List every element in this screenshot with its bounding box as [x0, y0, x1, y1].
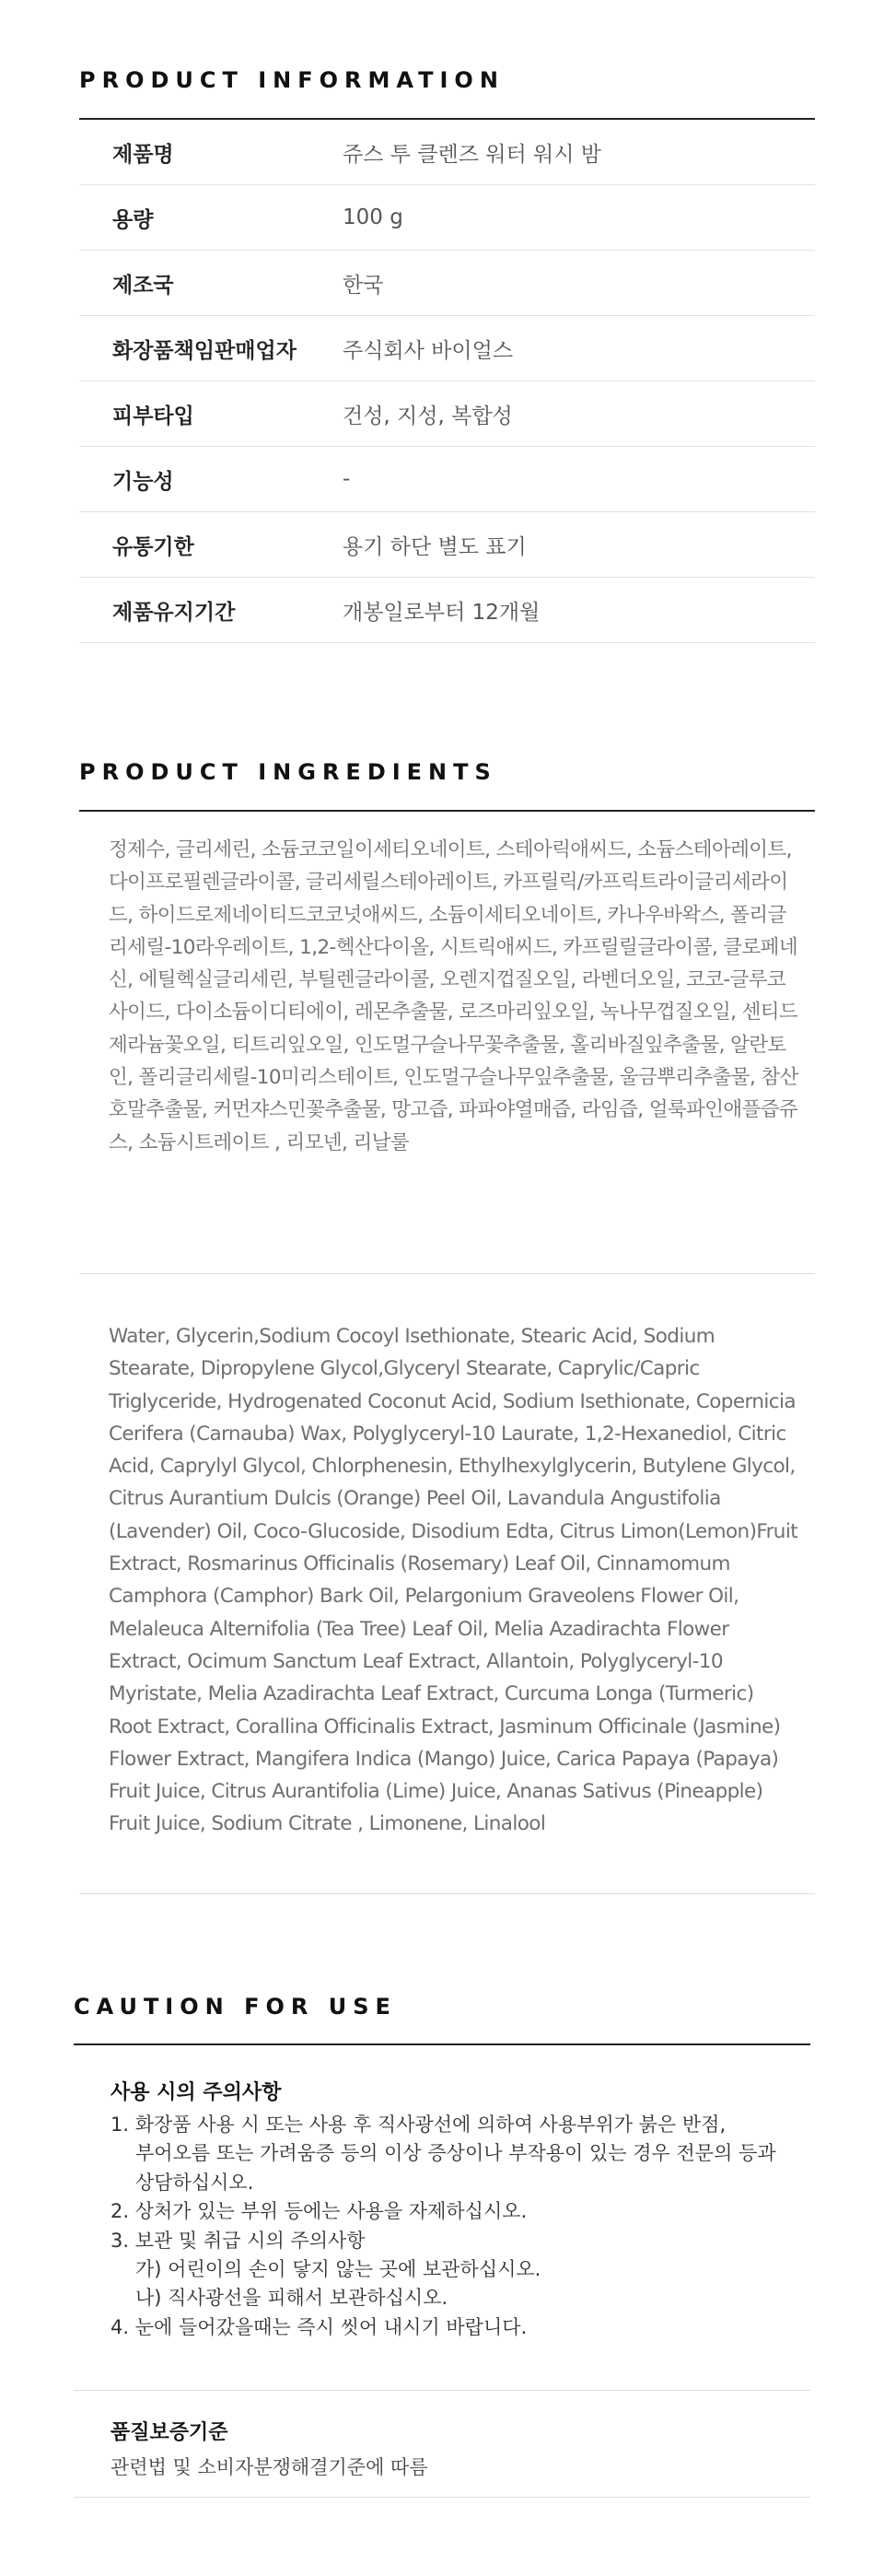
caution-item-1-line-2: 부어오름 또는 가려움증 등의 이상 증상이나 부작용이 있는 경우 전문의 등과: [135, 2142, 776, 2165]
info-value: 건성, 지성, 복합성: [343, 404, 513, 428]
info-label: 제품명: [112, 142, 174, 167]
info-row-product-name: [79, 120, 815, 185]
caution-heading: 사용 시의 주의사항: [110, 2081, 282, 2104]
caution-item-3: 3. 보관 및 취급 시의 주의사항: [110, 2229, 366, 2252]
info-row-distributor: [79, 316, 815, 381]
caution-item-3-b: 나) 직사광선을 피해서 보관하십시오.: [135, 2287, 448, 2310]
info-value: 한국: [343, 273, 384, 298]
info-label: 유통기한: [112, 534, 194, 559]
info-label: 제품유지기간: [112, 600, 236, 625]
caution-bottom-rule: [74, 2497, 810, 2498]
info-value: 주식회사 바이얼스: [343, 338, 514, 363]
info-value: 100 g: [343, 205, 403, 229]
caution-item-3-a: 가) 어린이의 손이 닿지 않는 곳에 보관하십시오.: [135, 2258, 541, 2281]
info-row-volume: [79, 185, 815, 251]
caution-for-use-title: CAUTION FOR USE: [74, 1994, 397, 2020]
info-row-country: [79, 251, 815, 316]
quality-standard-heading: 품질보증기준: [110, 2421, 228, 2444]
product-ingredients-divider: [79, 810, 815, 812]
product-ingredients-title: PRODUCT INGREDIENTS: [79, 759, 497, 785]
info-value: 용기 하단 별도 표기: [343, 534, 527, 559]
caution-item-1-line-1: 1. 화장품 사용 시 또는 사용 후 직사광선에 의하여 사용부위가 붉은 반점,: [110, 2113, 727, 2136]
info-label: 용량: [112, 207, 154, 232]
info-label: 제조국: [112, 273, 174, 298]
caution-separator: [74, 2390, 810, 2391]
info-value: 개봉일로부터 12개월: [343, 600, 541, 625]
ingredients-korean: 정제수, 글리세린, 소듐코코일이세티오네이트, 스테아릭애씨드, 소듐스테아레이트, 다이프로필렌글라이콜, 글리세릴스테아레이트, 카프릴릭/카프릭트라이글리세라이드, 하이드로제네이티드코코넛애씨드, 소듐이세티오네이트, 카나우바왁스, 폴리글리세릴-10라우레이트, 1,2-헥산다이올, 시트릭애씨드, 카프릴릴글라이콜, 클로페네신, 에틸헥실글리세린, 부틸렌글라이콜, 오렌지껍질오일, 라벤더오일, 코코-글루코사이드, 다이소듐이디티에이, 레몬추출물, 로즈마리잎오일, 녹나무껍질오일, 센티드제라늄꽃오일, 티트리잎오일, 인도멀구슬나무꽃추출물, 홀리바질잎추출물, 알란토인, 폴리글리세릴-10미리스테이트, 인도멀구슬나무잎추출물, 울금뿌리추출물, 참산호말추출물, 커먼쟈스민꽃추출물, 망고즙, 파파야열매즙, 라임즙, 얼룩파인애플즙쥬스, 소듐시트레이트 , 리모넨, 리날룰: [109, 838, 798, 1154]
info-value: 쥬스 투 클렌즈 워터 워시 밤: [343, 142, 601, 167]
caution-item-4: 4. 눈에 들어갔을때는 즉시 씻어 내시기 바랍니다.: [110, 2315, 528, 2338]
ingredients-bottom-rule: [79, 1893, 815, 1894]
info-row-shelf-life: [79, 578, 815, 643]
info-label: 화장품책임판매업자: [112, 338, 297, 363]
info-row-expiry: [79, 512, 815, 578]
product-information-title: PRODUCT INFORMATION: [79, 67, 505, 93]
info-value: -: [343, 467, 351, 491]
caution-list: [110, 2111, 810, 2342]
ingredients-separator: [79, 1273, 815, 1274]
ingredients-english: Water, Glycerin,Sodium Cocoyl Isethionate, Stearic Acid, Sodium Stearate, Dipropylene Glycol,Glyceryl Stearate, Caprylic/Capric Triglyceride, Hydrogenated Coconut Acid, Sodium Isethionate, Copernicia Cerifera (Carnauba) Wax, Polyglyceryl-10 Laurate, 1,2-Hexanediol, Citric Acid, Caprylyl Glycol, Chlorphenesin, Ethylhexylglycerin, Butylene Glycol, Citrus Aurantium Dulcis (Orange) Peel Oil, Lavandula Angustifolia (Lavender) Oil, Coco-Glucoside, Disodium Edta, Citrus Limon(Lemon)Fruit Extract, Rosmarinus Officinalis (Rosemary) Leaf Oil, Cinnamomum Camphora (Camphor) Bark Oil, Pelargonium Graveolens Flower Oil, Melaleuca Alternifolia (Tea Tree) Leaf Oil, Melia Azadirachta Flower Extract, Ocimum Sanctum Leaf Extract, Allantoin, Polyglyceryl-10 Myristate, Melia Azadirachta Leaf Extract, Curcuma Longa (Turmeric) Root Extract, Corallina Officinalis Extract, Jasminum Officinale (Jasmine) Flower Extract, Mangifera Indica (Mango) Juice, Carica Papaya (Papaya) Fruit Juice, Citrus Aurantifolia (Lime) Juice, Ananas Sativus (Pineapple) Fruit Juice, Sodium Citrate , Limonene, Linalool: [109, 1325, 798, 1836]
caution-divider: [74, 2043, 810, 2045]
info-row-skin-type: [79, 381, 815, 447]
caution-item-2: 2. 상처가 있는 부위 등에는 사용을 자제하십시오.: [110, 2200, 528, 2223]
quality-standard-text: 관련법 및 소비자분쟁해결기준에 따름: [110, 2456, 428, 2478]
info-row-functionality: [79, 447, 815, 512]
info-label: 기능성: [112, 469, 174, 494]
product-information-table: [79, 120, 815, 643]
caution-item-1-line-3: 상담하십시오.: [135, 2171, 254, 2194]
info-label: 피부타입: [112, 404, 194, 428]
